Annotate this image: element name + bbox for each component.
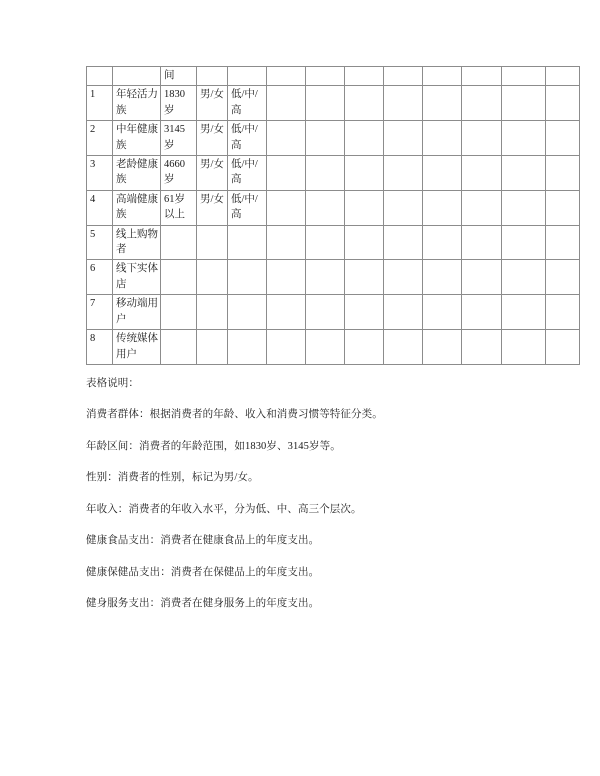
cell-income	[228, 330, 267, 365]
header-cell-index	[87, 67, 113, 86]
header-cell-extra-3	[345, 67, 384, 86]
cell-extra-7	[502, 156, 546, 191]
cell-extra-4	[384, 190, 423, 225]
cell-extra-3	[345, 295, 384, 330]
cell-extra-2	[306, 330, 345, 365]
note-line-segment: 消费者群体：根据消费者的年龄、收入和消费习惯等特征分类。	[86, 409, 383, 421]
cell-extra-4	[384, 86, 423, 121]
cell-age	[161, 330, 197, 365]
table-body	[87, 67, 580, 365]
cell-segment: 年轻活力族	[113, 86, 161, 121]
cell-extra-6	[462, 330, 502, 365]
cell-extra-3	[345, 190, 384, 225]
cell-gender	[197, 260, 228, 295]
table-row	[87, 260, 580, 295]
header-cell-extra-1	[267, 67, 306, 86]
cell-income: 低/中/高	[228, 156, 267, 191]
cell-extra-5	[423, 295, 462, 330]
header-cell-income	[228, 67, 267, 86]
table-row	[87, 156, 580, 191]
header-cell-segment	[113, 67, 161, 86]
page-content	[86, 66, 519, 611]
cell-index: 7	[87, 295, 113, 330]
cell-extra-3	[345, 330, 384, 365]
cell-extra-5	[423, 190, 462, 225]
table-row	[87, 190, 580, 225]
header-cell-gender	[197, 67, 228, 86]
cell-extra-1	[267, 190, 306, 225]
cell-extra-8	[546, 330, 580, 365]
note-line-annual-income: 年收入：消费者的年收入水平，分为低、中、高三个层次。	[86, 503, 362, 515]
cell-segment: 传统媒体用户	[113, 330, 161, 365]
cell-index: 8	[87, 330, 113, 365]
cell-extra-7	[502, 225, 546, 260]
cell-extra-5	[423, 86, 462, 121]
cell-extra-4	[384, 225, 423, 260]
cell-extra-8	[546, 190, 580, 225]
cell-segment: 高端健康族	[113, 190, 161, 225]
cell-extra-2	[306, 260, 345, 295]
cell-extra-8	[546, 121, 580, 156]
note-line-fitness-service-spend: 健身服务支出：消费者在健身服务上的年度支出。	[86, 598, 320, 610]
table-row	[87, 121, 580, 156]
cell-segment: 移动端用户	[113, 295, 161, 330]
header-cell-extra-8	[546, 67, 580, 86]
cell-gender	[197, 295, 228, 330]
cell-extra-8	[546, 295, 580, 330]
cell-extra-5	[423, 330, 462, 365]
cell-extra-7	[502, 295, 546, 330]
cell-index: 1	[87, 86, 113, 121]
cell-index: 4	[87, 190, 113, 225]
cell-extra-7	[502, 260, 546, 295]
table-row	[87, 330, 580, 365]
cell-extra-2	[306, 225, 345, 260]
cell-extra-3	[345, 156, 384, 191]
cell-age	[161, 295, 197, 330]
cell-segment: 中年健康族	[113, 121, 161, 156]
cell-extra-2	[306, 190, 345, 225]
cell-gender	[197, 330, 228, 365]
cell-income: 低/中/高	[228, 86, 267, 121]
cell-extra-7	[502, 190, 546, 225]
cell-extra-3	[345, 225, 384, 260]
cell-index: 5	[87, 225, 113, 260]
table-row	[87, 86, 580, 121]
note-line-health-food-spend: 健康食品支出：消费者在健康食品上的年度支出。	[86, 535, 320, 547]
header-cell-age: 间	[161, 67, 197, 86]
table-row	[87, 225, 580, 260]
cell-extra-6	[462, 260, 502, 295]
cell-extra-6	[462, 225, 502, 260]
cell-income: 低/中/高	[228, 190, 267, 225]
header-cell-extra-4	[384, 67, 423, 86]
note-line-gender: 性别：消费者的性别，标记为男/女。	[86, 472, 259, 484]
cell-extra-1	[267, 330, 306, 365]
cell-extra-1	[267, 121, 306, 156]
cell-extra-8	[546, 86, 580, 121]
cell-age	[161, 225, 197, 260]
cell-extra-4	[384, 156, 423, 191]
note-line-health-supplement-spend: 健康保健品支出：消费者在保健品上的年度支出。	[86, 566, 320, 578]
cell-extra-6	[462, 121, 502, 156]
cell-extra-1	[267, 156, 306, 191]
cell-extra-8	[546, 156, 580, 191]
cell-segment: 老龄健康族	[113, 156, 161, 191]
cell-gender	[197, 225, 228, 260]
cell-segment: 线上购物者	[113, 225, 161, 260]
cell-extra-4	[384, 330, 423, 365]
cell-extra-5	[423, 121, 462, 156]
cell-age: 3145岁	[161, 121, 197, 156]
cell-income	[228, 225, 267, 260]
cell-age: 1830岁	[161, 86, 197, 121]
cell-extra-4	[384, 121, 423, 156]
cell-segment: 线下实体店	[113, 260, 161, 295]
cell-extra-2	[306, 86, 345, 121]
cell-extra-4	[384, 295, 423, 330]
cell-income	[228, 295, 267, 330]
cell-gender: 男/女	[197, 156, 228, 191]
cell-extra-7	[502, 86, 546, 121]
cell-income: 低/中/高	[228, 121, 267, 156]
cell-extra-5	[423, 156, 462, 191]
cell-extra-2	[306, 156, 345, 191]
cell-extra-3	[345, 86, 384, 121]
cell-index: 3	[87, 156, 113, 191]
cell-extra-6	[462, 190, 502, 225]
cell-extra-8	[546, 260, 580, 295]
header-cell-extra-6	[462, 67, 502, 86]
cell-extra-3	[345, 260, 384, 295]
cell-age: 61岁以上	[161, 190, 197, 225]
cell-extra-1	[267, 260, 306, 295]
table-notes	[86, 376, 519, 612]
consumer-segment-table	[86, 66, 580, 365]
cell-extra-1	[267, 295, 306, 330]
note-line-age-range: 年龄区间：消费者的年龄范围，如1830岁、3145岁等。	[86, 440, 341, 452]
cell-extra-5	[423, 260, 462, 295]
cell-extra-8	[546, 225, 580, 260]
table-row	[87, 295, 580, 330]
cell-extra-5	[423, 225, 462, 260]
header-cell-extra-5	[423, 67, 462, 86]
cell-index: 2	[87, 121, 113, 156]
cell-gender: 男/女	[197, 86, 228, 121]
cell-extra-6	[462, 295, 502, 330]
notes-title: 表格说明：	[86, 377, 139, 389]
cell-gender: 男/女	[197, 121, 228, 156]
cell-income	[228, 260, 267, 295]
cell-extra-1	[267, 225, 306, 260]
cell-extra-7	[502, 121, 546, 156]
cell-age	[161, 260, 197, 295]
cell-extra-1	[267, 86, 306, 121]
cell-extra-7	[502, 330, 546, 365]
cell-index: 6	[87, 260, 113, 295]
cell-extra-6	[462, 86, 502, 121]
cell-gender: 男/女	[197, 190, 228, 225]
cell-extra-3	[345, 121, 384, 156]
cell-extra-6	[462, 156, 502, 191]
cell-extra-4	[384, 260, 423, 295]
cell-extra-2	[306, 295, 345, 330]
header-cell-extra-7	[502, 67, 546, 86]
table-header-row	[87, 67, 580, 86]
header-cell-extra-2	[306, 67, 345, 86]
cell-extra-2	[306, 121, 345, 156]
cell-age: 4660岁	[161, 156, 197, 191]
